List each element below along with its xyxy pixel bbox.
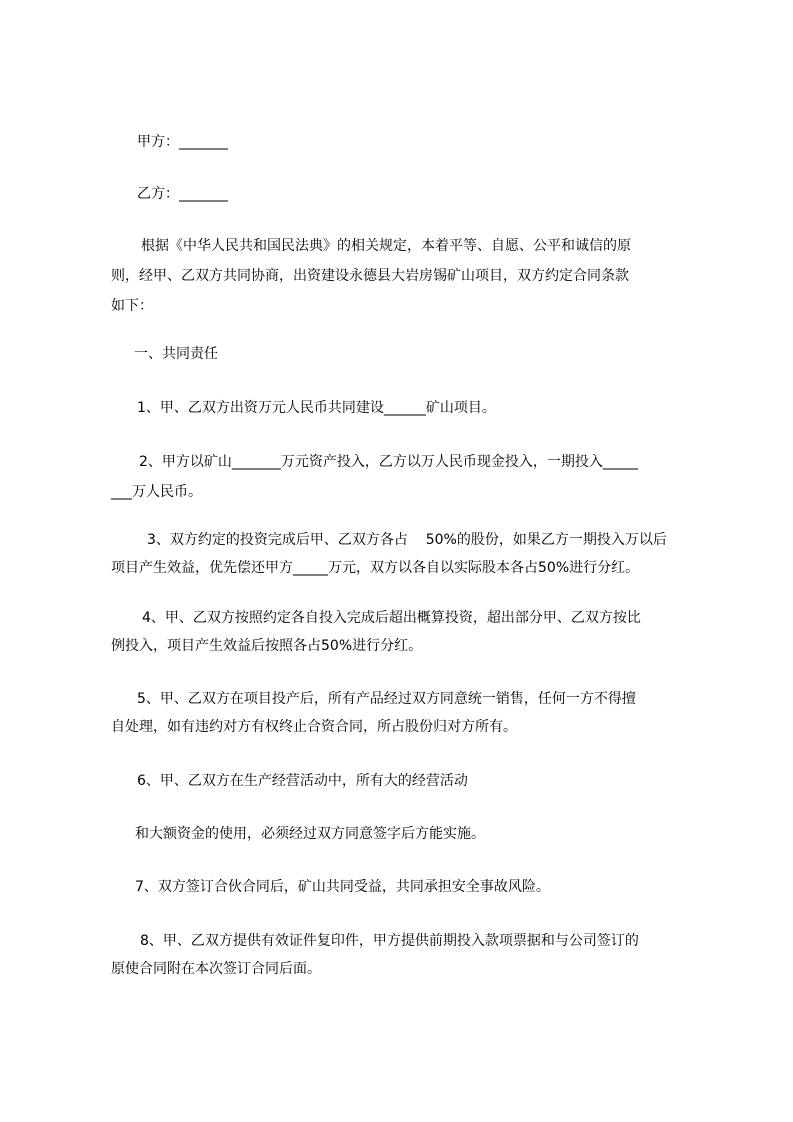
clause-7-line-1: 7、双方签订合伙合同后，矿山共同受益，共同承担安全事故风险。 (135, 879, 550, 895)
clause-2-line-2: ___万人民币。 (111, 484, 202, 500)
clause-3-line-2: 项目产生效益，优先偿还甲方_____万元，双方以各自以实际股本各占50%进行分红。 (111, 560, 640, 576)
clause-3-line-1: 3、双方约定的投资完成后甲、乙双方各占 50%的股份，如果乙方一期投入万以后 (147, 532, 667, 548)
clause-4-line-1: 4、甲、乙双方按照约定各自投入完成后超出概算投资，超出部分甲、乙双方按比 (142, 610, 641, 626)
clause-4-line-2: 例投入，项目产生效益后按照各占50%进行分红。 (111, 638, 423, 654)
clause-5-line-1: 5、甲、乙双方在项目投产后，所有产品经过双方同意统一销售，任何一方不得擅 (137, 691, 636, 707)
clause-8-line-1: 8、甲、乙双方提供有效证件复印件，甲方提供前期投入款项票据和与公司签订的 (140, 933, 639, 949)
intro-line-1: 根据《中华人民共和国民法典》的相关规定，本着平等、自愿、公平和诚信的原 (141, 238, 631, 254)
clause-6-line-1: 6、甲、乙双方在生产经营活动中，所有大的经营活动 (137, 773, 468, 789)
party-a-line: 甲方：_______ (137, 134, 228, 150)
clause-5-line-2: 自处理，如有违约对方有权终止合资合同，所占股份归对方所有。 (111, 719, 517, 735)
clause-2-line-1: 2、甲方以矿山_______万元资产投入，乙方以万人民币现金投入，一期投入_____ (139, 454, 638, 470)
section-1-title: 一、共同责任 (134, 346, 218, 362)
party-b-line: 乙方：_______ (137, 186, 228, 202)
intro-line-2: 则，经甲、乙双方共同协商，出资建设永德县大岩房锡矿山项目，双方约定合同条款 (111, 268, 629, 284)
clause-8-line-2: 原使合同附在本次签订合同后面。 (111, 961, 321, 977)
clause-1-line-1: 1、甲、乙双方出资万元人民币共同建设______矿山项目。 (137, 400, 496, 416)
intro-line-3: 如下： (111, 298, 153, 314)
clause-6-line-2: 和大额资金的使用，必须经过双方同意签字后方能实施。 (135, 826, 485, 842)
